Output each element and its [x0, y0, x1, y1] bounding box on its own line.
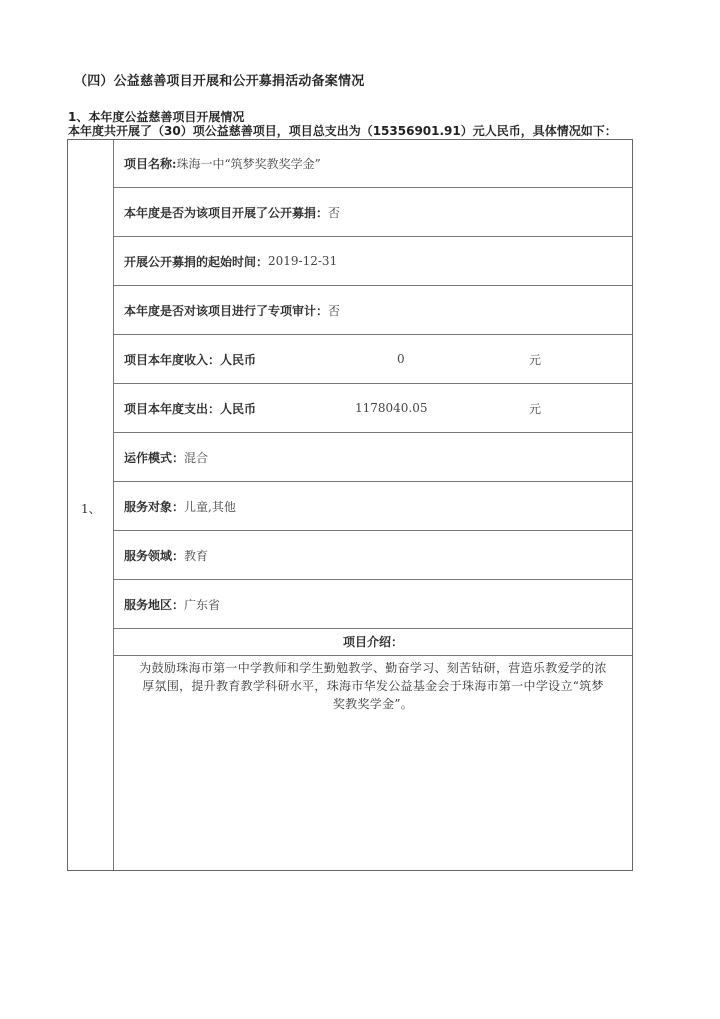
field-value: 否 [328, 205, 341, 220]
project-table [67, 139, 633, 871]
intro-line: 为鼓励珠海市第一中学教师和学生勤勉教学、勤奋学习、刻苦钻研，营造乐教爱学的浓 [139, 661, 607, 675]
field-income [114, 335, 632, 384]
field-service-region [114, 580, 632, 629]
field-label: 本年度是否为该项目开展了公开募捐： [124, 205, 329, 220]
field-public-fundraising [114, 188, 632, 237]
field-label: 本年度是否对该项目进行了专项审计： [124, 303, 329, 318]
expenditure-unit: 元 [529, 401, 542, 416]
intro-line: 厚氛围，提升教育教学科研水平，珠海市华发公益基金会于珠海市第一中学设立“筑梦 [142, 679, 604, 693]
subsection-title: 1、本年度公益慈善项目开展情况 [68, 110, 245, 124]
field-fundraising-start [114, 237, 632, 286]
field-value: 2019-12-31 [268, 254, 338, 268]
field-service-domain [114, 531, 632, 580]
index-column [68, 140, 114, 870]
field-label: 服务领域： [124, 548, 185, 563]
intro-text [118, 659, 628, 713]
project-fields [114, 140, 632, 870]
field-label: 运作模式： [124, 450, 185, 465]
field-label: 服务对象： [124, 499, 185, 514]
field-value: 广东省 [184, 597, 221, 612]
field-value: 珠海一中“筑梦奖教奖学金” [176, 157, 321, 171]
field-project-name [114, 140, 632, 188]
field-value: 教育 [184, 548, 209, 563]
field-operation-mode [114, 433, 632, 482]
income-unit: 元 [529, 352, 542, 367]
field-expenditure [114, 384, 632, 433]
field-label: 项目本年度收入：人民币 [124, 352, 257, 367]
field-special-audit [114, 286, 632, 335]
summary-line: 本年度共开展了（30）项公益慈善项目，项目总支出为（15356901.91）元人民币，具体情况如下： [68, 124, 617, 138]
expenditure-amount: 1178040.05 [355, 401, 428, 415]
section-title: （四）公益慈善项目开展和公开募捐活动备案情况 [74, 74, 365, 89]
income-amount: 0 [397, 352, 405, 366]
field-label: 项目名称: [124, 157, 177, 171]
field-label: 服务地区： [124, 597, 185, 612]
intro-line: 奖教奖学金”。 [332, 697, 414, 711]
field-label: 开展公开募捐的起始时间： [124, 254, 269, 269]
intro-heading: 项目介绍： [114, 629, 632, 656]
project-index: 1、 [81, 502, 101, 516]
field-service-target [114, 482, 632, 531]
field-value: 否 [328, 303, 341, 318]
field-label: 项目本年度支出：人民币 [124, 401, 257, 416]
field-value: 混合 [184, 450, 209, 465]
field-value: 儿童,其他 [184, 499, 236, 514]
